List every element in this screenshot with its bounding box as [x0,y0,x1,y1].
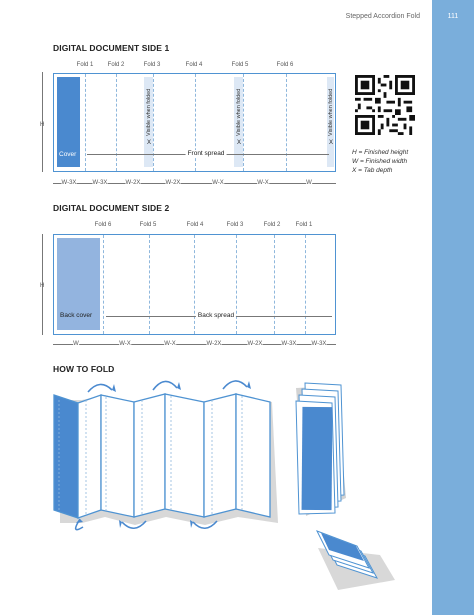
how-to-fold-title: HOW TO FOLD [53,364,115,374]
legend-width: W = Finished width [352,158,408,165]
width-label: W [306,180,312,186]
side1-fold-label: Fold 4 [185,62,203,68]
back-spread-label: Back spread [197,312,235,319]
side2-fold-label: Fold 6 [94,222,112,228]
width-label: W-3X [61,180,77,186]
front-spread-label: Front spread [187,150,225,157]
side2-fold-label: Fold 3 [226,222,244,228]
width-label: W-3X [311,341,327,347]
running-head: Stepped Accordion Fold [345,13,420,20]
width-label: W-2X [125,180,141,186]
width-label: W-X [257,180,269,186]
side1-fold-label: Fold 3 [143,62,161,68]
tab-mark: X [237,140,242,146]
side1-fold-label: Fold 1 [76,62,94,68]
side2-title: DIGITAL DOCUMENT SIDE 2 [53,203,170,213]
width-label: W [73,341,79,347]
side2-fold-label: Fold 2 [263,222,281,228]
side1-title: DIGITAL DOCUMENT SIDE 1 [53,43,170,53]
width-label: W-2X [165,180,181,186]
height-label: H [40,283,45,289]
side2-fold-label: Fold 4 [186,222,204,228]
legend-tab: X = Tab depth [352,167,393,174]
width-label: W-X [164,341,176,347]
width-label: W-X [212,180,224,186]
side2-fold-label: Fold 1 [295,222,313,228]
tab-mark: X [329,140,334,146]
cover-label: Cover [59,151,77,158]
page-number: 111 [447,13,459,20]
width-label: W-X [119,341,131,347]
width-label: W-2X [247,341,263,347]
visible-when-folded-label: Visible when folded [236,88,242,136]
visible-when-folded-label: Visible when folded [146,88,152,136]
width-label: W-3X [281,341,297,347]
visible-when-folded-label: Visible when folded [328,88,334,136]
back-cover-label: Back cover [60,312,93,319]
width-label: W-2X [206,341,222,347]
height-label: H [40,122,45,128]
side2-fold-label: Fold 5 [139,222,157,228]
side1-fold-label: Fold 2 [107,62,125,68]
side1-fold-label: Fold 6 [276,62,294,68]
tab-mark: X [147,140,152,146]
side1-fold-label: Fold 5 [231,62,249,68]
legend-height: H = Finished height [352,149,409,156]
width-label: W-3X [92,180,108,186]
